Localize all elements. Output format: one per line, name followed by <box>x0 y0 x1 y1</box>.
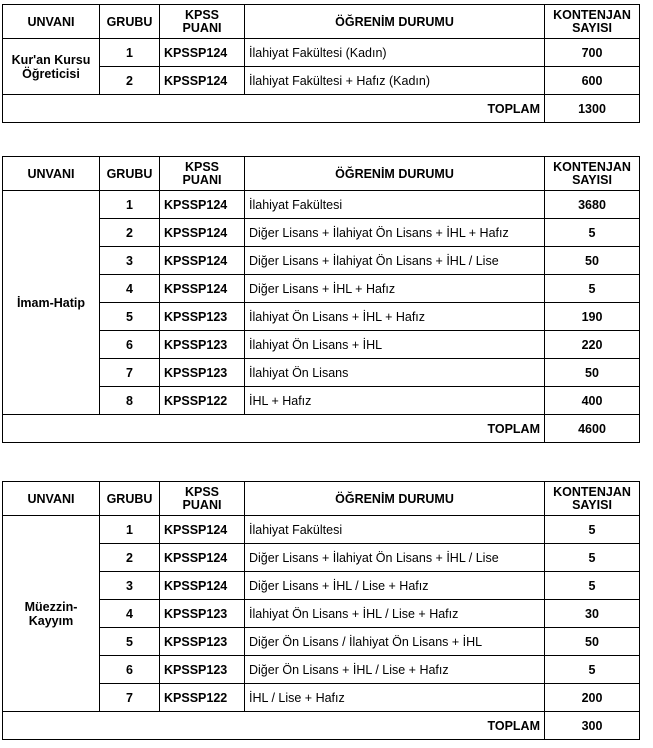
kpss-cell: KPSSP124 <box>160 219 245 247</box>
grubu-cell: 7 <box>100 684 160 712</box>
header-row <box>3 5 640 39</box>
header-ogrenim-durumu: ÖĞRENİM DURUMU <box>245 157 545 191</box>
quota-table <box>2 4 640 123</box>
kontenjan-cell: 400 <box>545 387 640 415</box>
grubu-cell: 3 <box>100 572 160 600</box>
ogrenim-cell: İlahiyat Ön Lisans <box>245 359 545 387</box>
grubu-cell: 5 <box>100 628 160 656</box>
kontenjan-cell: 5 <box>545 572 640 600</box>
kontenjan-cell: 200 <box>545 684 640 712</box>
kontenjan-cell: 5 <box>545 275 640 303</box>
header-row <box>3 157 640 191</box>
table-row <box>3 39 640 67</box>
kpss-cell: KPSSP124 <box>160 516 245 544</box>
kpss-cell: KPSSP124 <box>160 275 245 303</box>
total-value: 4600 <box>545 415 640 443</box>
header-grubu: GRUBU <box>100 5 160 39</box>
header-kpss-puani: KPSS PUANI <box>160 157 245 191</box>
header-kontenjan-sayisi: KONTENJAN SAYISI <box>545 482 640 516</box>
grubu-cell: 1 <box>100 516 160 544</box>
kpss-cell: KPSSP123 <box>160 331 245 359</box>
kontenjan-cell: 50 <box>545 628 640 656</box>
header-kontenjan-sayisi: KONTENJAN SAYISI <box>545 157 640 191</box>
ogrenim-cell: İlahiyat Fakültesi <box>245 191 545 219</box>
grubu-cell: 7 <box>100 359 160 387</box>
kontenjan-cell: 190 <box>545 303 640 331</box>
header-unvani: UNVANI <box>3 157 100 191</box>
total-label: TOPLAM <box>3 712 545 740</box>
ogrenim-cell: İHL / Lise + Hafız <box>245 684 545 712</box>
ogrenim-cell: Diğer Lisans + İlahiyat Ön Lisans + İHL / Lise <box>245 544 545 572</box>
kontenjan-cell: 600 <box>545 67 640 95</box>
kpss-cell: KPSSP124 <box>160 191 245 219</box>
table-row <box>3 191 640 219</box>
kontenjan-cell: 5 <box>545 656 640 684</box>
header-kpss-puani: KPSS PUANI <box>160 482 245 516</box>
unvani-cell: İmam-Hatip <box>3 191 100 415</box>
kpss-cell: KPSSP124 <box>160 544 245 572</box>
ogrenim-cell: Diğer Lisans + İlahiyat Ön Lisans + İHL + Hafız <box>245 219 545 247</box>
ogrenim-cell: İlahiyat Fakültesi (Kadın) <box>245 39 545 67</box>
total-row <box>3 95 640 123</box>
ogrenim-cell: İHL + Hafız <box>245 387 545 415</box>
kpss-cell: KPSSP124 <box>160 39 245 67</box>
header-grubu: GRUBU <box>100 157 160 191</box>
kpss-cell: KPSSP124 <box>160 247 245 275</box>
ogrenim-cell: İlahiyat Ön Lisans + İHL <box>245 331 545 359</box>
header-row <box>3 482 640 516</box>
total-value: 300 <box>545 712 640 740</box>
ogrenim-cell: Diğer Lisans + İlahiyat Ön Lisans + İHL / Lise <box>245 247 545 275</box>
header-ogrenim-durumu: ÖĞRENİM DURUMU <box>245 482 545 516</box>
grubu-cell: 2 <box>100 544 160 572</box>
kontenjan-cell: 5 <box>545 219 640 247</box>
kontenjan-cell: 5 <box>545 544 640 572</box>
grubu-cell: 1 <box>100 39 160 67</box>
kpss-cell: KPSSP123 <box>160 359 245 387</box>
ogrenim-cell: İlahiyat Fakültesi + Hafız (Kadın) <box>245 67 545 95</box>
ogrenim-cell: İlahiyat Fakültesi <box>245 516 545 544</box>
ogrenim-cell: Diğer Lisans + İHL / Lise + Hafız <box>245 572 545 600</box>
ogrenim-cell: Diğer Ön Lisans + İHL / Lise + Hafız <box>245 656 545 684</box>
kontenjan-cell: 50 <box>545 359 640 387</box>
total-row <box>3 712 640 740</box>
quota-table <box>2 481 640 740</box>
kontenjan-cell: 50 <box>545 247 640 275</box>
unvani-cell: Müezzin- Kayyım <box>3 516 100 712</box>
ogrenim-cell: Diğer Lisans + İHL + Hafız <box>245 275 545 303</box>
grubu-cell: 4 <box>100 275 160 303</box>
total-row <box>3 415 640 443</box>
kontenjan-cell: 3680 <box>545 191 640 219</box>
kpss-cell: KPSSP122 <box>160 684 245 712</box>
grubu-cell: 5 <box>100 303 160 331</box>
grubu-cell: 3 <box>100 247 160 275</box>
grubu-cell: 1 <box>100 191 160 219</box>
kontenjan-cell: 220 <box>545 331 640 359</box>
grubu-cell: 2 <box>100 219 160 247</box>
kpss-cell: KPSSP124 <box>160 572 245 600</box>
grubu-cell: 6 <box>100 331 160 359</box>
kpss-cell: KPSSP123 <box>160 303 245 331</box>
header-grubu: GRUBU <box>100 482 160 516</box>
grubu-cell: 8 <box>100 387 160 415</box>
table-row <box>3 516 640 544</box>
header-kontenjan-sayisi: KONTENJAN SAYISI <box>545 5 640 39</box>
total-label: TOPLAM <box>3 415 545 443</box>
kpss-cell: KPSSP122 <box>160 387 245 415</box>
header-unvani: UNVANI <box>3 482 100 516</box>
ogrenim-cell: Diğer Ön Lisans / İlahiyat Ön Lisans + İHL <box>245 628 545 656</box>
ogrenim-cell: İlahiyat Ön Lisans + İHL / Lise + Hafız <box>245 600 545 628</box>
kontenjan-cell: 700 <box>545 39 640 67</box>
kontenjan-cell: 30 <box>545 600 640 628</box>
kpss-cell: KPSSP123 <box>160 628 245 656</box>
kpss-cell: KPSSP123 <box>160 656 245 684</box>
ogrenim-cell: İlahiyat Ön Lisans + İHL + Hafız <box>245 303 545 331</box>
kpss-cell: KPSSP124 <box>160 67 245 95</box>
grubu-cell: 4 <box>100 600 160 628</box>
header-ogrenim-durumu: ÖĞRENİM DURUMU <box>245 5 545 39</box>
grubu-cell: 6 <box>100 656 160 684</box>
header-kpss-puani: KPSS PUANI <box>160 5 245 39</box>
quota-table <box>2 156 640 443</box>
grubu-cell: 2 <box>100 67 160 95</box>
kpss-cell: KPSSP123 <box>160 600 245 628</box>
unvani-cell: Kur'an Kursu Öğreticisi <box>3 39 100 95</box>
kontenjan-cell: 5 <box>545 516 640 544</box>
total-value: 1300 <box>545 95 640 123</box>
total-label: TOPLAM <box>3 95 545 123</box>
header-unvani: UNVANI <box>3 5 100 39</box>
